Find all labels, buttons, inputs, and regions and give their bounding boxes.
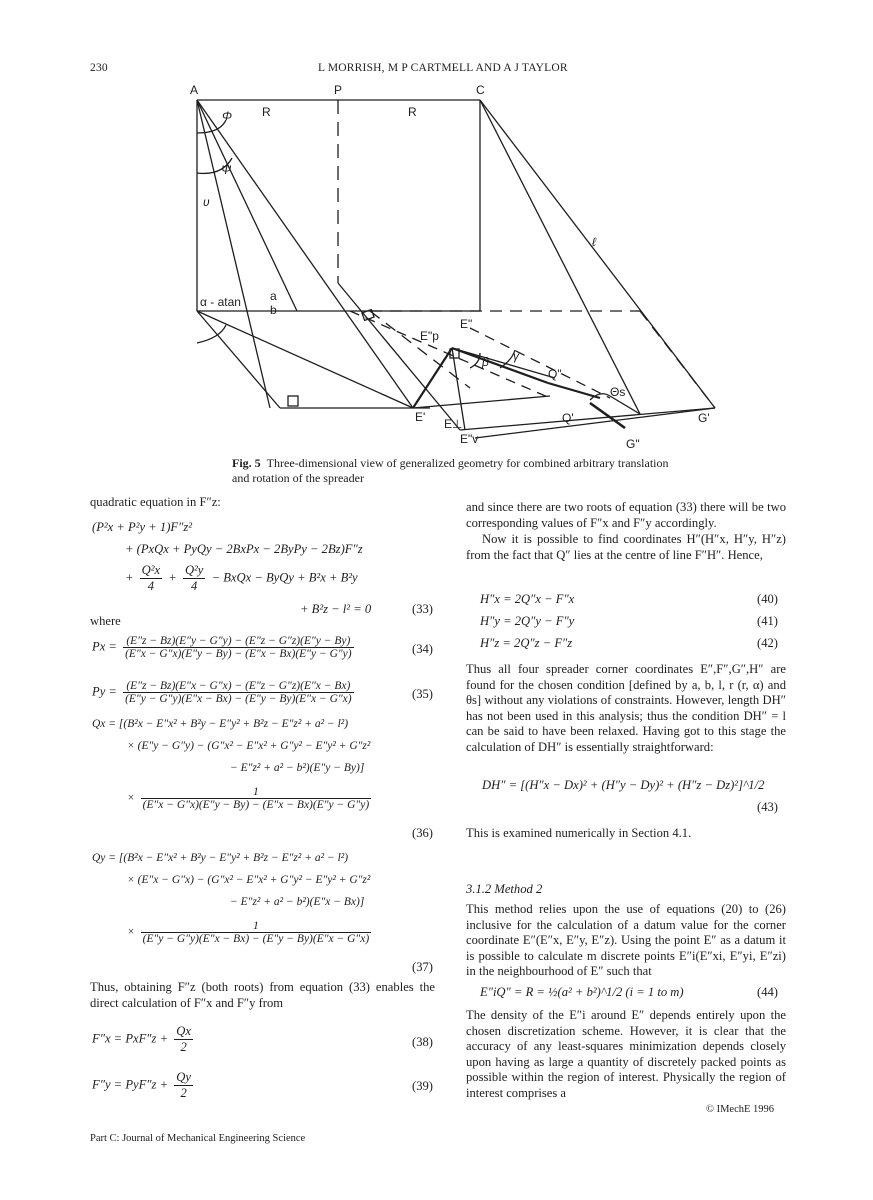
eq37-line2: × (E″x − G″x) − (G″x² − E″x² + G″y² − E″y² + G″z² (127, 874, 371, 886)
eq42: H″z = 2Q″z − F″z (480, 636, 573, 650)
footer-journal: Part C: Journal of Mechanical Engineering Science (90, 1133, 306, 1144)
para-thus: Thus, obtaining F″z (both roots) from equation (33) enables the direct calculation of F″x and F″y from (90, 980, 435, 1010)
right-para2: Now it is possible to find coordinates H″(H″x, H″y, H″z) from the fact that Q″ lies at the centre of line F″H″. Hence, (466, 532, 786, 562)
label-A: A (190, 83, 199, 97)
running-header: L MORRISH, M P CARTMELL AND A J TAYLOR (318, 62, 568, 74)
eq40-number: (40) (757, 592, 778, 606)
eq37-line4: × $\frac{1}{(E''y - G''y)(E''x - Bx) - (E''y - By)(E''x - G''x)}$ (127, 920, 370, 945)
section-heading: 3.1.2 Method 2 (466, 882, 543, 896)
eq40: H″x = 2Q″x − F″x (480, 592, 575, 606)
eq35-numerator: (E″z − Bz)(E″x − G″x) − (E″z − G″z)(E″x − Bx) (123, 680, 354, 693)
label-psi: Ψ (221, 163, 231, 177)
eq33-line1: (P²x + P²y + 1)F″z² (92, 520, 193, 534)
eq39 (92, 1070, 196, 1101)
right-para3: Thus all four spreader corner coordinates E″,F″,G″,H″ are found for the chosen condition [defined by a, b, l, r (r, α) and θs] without any violations of constraints. However, length DH″ has not been used in this analysis; thus the condition DH″ = l can be said to have been relaxed. Having got to this stage the calculation of DH″ is essentially straightforward: (466, 662, 786, 754)
figure-5-diagram (170, 78, 730, 453)
eq36-frac-den: (E″x − G″x)(E″y − By) − (E″x − Bx)(E″y − G″y) (142, 799, 370, 811)
eq39-lhs: F″y = PyF″z + (92, 1077, 169, 1092)
eq38-lhs: F″x = PxF″z + (92, 1031, 169, 1046)
label-Gprime: G' (698, 411, 710, 425)
eq33-line2: + (PxQx + PyQy − 2BxPx − 2ByPy − 2Bz)F″z (125, 542, 363, 556)
eq35 (92, 680, 357, 705)
eq37-frac-num: 1 (141, 920, 372, 933)
eq43: DH″ = [(H″x − Dx)² + (H″y − Dy)² + (H″z − Dz)²]^1/2 (482, 778, 765, 792)
eq36-line3: − E″z² + a² − b²)(E″y − By)] (230, 762, 365, 774)
eq35-denominator: (E″y − G″y)(E″x − Bx) − (E″y − By)(E″x − G″x) (125, 693, 352, 705)
eq34 (92, 635, 357, 660)
label-upsilon: υ (203, 195, 210, 209)
right-para6: The density of the E″i around E″ depends entirely upon the chosen discretization scheme. However, it is clear that the accuracy of any least-squares minimization depends closely upon having as large a quantity of discretely packed points as possible within the region of interest. Physically the region of interest comprises a (466, 1008, 786, 1100)
figure-caption (232, 456, 672, 486)
eq44-number: (44) (757, 985, 778, 999)
label-phi: Φ (222, 109, 233, 123)
eq33-number: (33) (412, 602, 433, 616)
label-P: P (334, 83, 343, 97)
eq35-lhs: Py = (92, 684, 117, 699)
eq37-number: (37) (412, 960, 433, 974)
eq41: H″y = 2Q″y − F″y (480, 614, 575, 628)
label-beta: β (482, 355, 489, 369)
left-intro: quadratic equation in F″z: (90, 495, 221, 509)
eq36-line1: Qx = [(B²x − E″x² + B²y − E″y² + B²z − E″z² + a² − l²) (92, 718, 349, 730)
caption-text: Three-dimensional view of generalized geometry for combined arbitrary translation and rotation of the spreader (232, 456, 669, 485)
eq42-number: (42) (757, 636, 778, 650)
eq33-line3: + $\frac{\text{Q²x}}{4}$ + $\frac{\text{Q²y}}{4}$ − BxQx − ByQy + B²x + B²y (125, 563, 358, 593)
eq38 (92, 1024, 196, 1055)
label-gamma: γ (513, 349, 519, 363)
footer-copyright: © IMechE 1996 (706, 1104, 775, 1115)
eq37-line1: Qy = [(B²x − E″x² + B²y − E″y² + B²z − E″z² + a² − l²) (92, 852, 349, 864)
label-Qprime: Q' (562, 411, 574, 425)
eq43-number: (43) (757, 800, 778, 814)
eq34-denominator: (E″x − G″x)(E″y − By) − (E″x − Bx)(E″y − G″y) (125, 648, 352, 660)
eq34-lhs: Px = (92, 639, 117, 654)
label-b: b (270, 303, 277, 317)
label-alpha-atan: α - atan (200, 295, 241, 309)
diag-A-E (197, 100, 413, 408)
eq36-line4: × $\frac{1}{(E''x - G''x)(E''y - By) - (E''x - Bx)(E''y - G''y)}$ (127, 786, 370, 811)
label-Q2: Q" (548, 367, 562, 381)
eq44: E″iQ″ = R = ½(a² + b²)^1/2 (i = 1 to m) (480, 985, 684, 999)
right-para5: This method relies upon the use of equations (20) to (26) inclusive for the calculation of a datum value for the corner coordinate E″(E″x, E″y, E″z). Using the point E″ as a datum it is possible to calculate m discrete points E″i(E″xi, E″yi, E″zi) in the neighbourhood of E″ such that (466, 902, 786, 979)
eq33-line3-rest: − BxQx − ByQy + B²x + B²y (211, 570, 358, 585)
lower-left-diag (197, 311, 413, 408)
eq39-frac-num: Qy (176, 1070, 191, 1084)
label-Eperp: E⊥ (444, 417, 463, 431)
label-E2: E" (460, 317, 473, 331)
eq36-line2: × (E″y − G″y) − (G″x² − E″x² + G″y² − E″y² + G″z² (127, 740, 371, 752)
eq33-frac-qx: Q²x (141, 563, 161, 577)
caption-label: Fig. 5 (232, 456, 261, 470)
label-C: C (476, 83, 485, 97)
eq39-frac-den: 2 (180, 1086, 187, 1100)
eq38-frac-den: 2 (180, 1040, 187, 1054)
eq34-number: (34) (412, 642, 433, 656)
eq36-number: (36) (412, 826, 433, 840)
eq34-numerator: (E″z − Bz)(E″y − G″y) − (E″z − G″z)(E″y − By) (123, 635, 354, 648)
eq38-frac-num: Qx (176, 1024, 191, 1038)
eq41-number: (41) (757, 614, 778, 628)
eq36-frac-num: 1 (141, 786, 372, 799)
label-a: a (270, 289, 277, 303)
label-ell: ℓ (592, 235, 596, 249)
label-Eprime: E' (415, 410, 426, 424)
label-R-right: R (408, 105, 417, 119)
eq38-number: (38) (412, 1035, 433, 1049)
label-Ep: E"p (420, 329, 439, 343)
eq37-line3: − E″z² + a² − b²)(E″x − Bx)] (230, 896, 365, 908)
label-G2: G" (626, 437, 640, 451)
label-Ev: E"v (460, 432, 479, 446)
eq33-line4: + B²z − l² = 0 (300, 602, 372, 616)
eq33-frac-qy: Q²y (184, 563, 204, 577)
eq39-number: (39) (412, 1079, 433, 1093)
page-number: 230 (90, 62, 108, 74)
right-para4: This is examined numerically in Section 4.1. (466, 826, 692, 840)
right-para1: and since there are two roots of equation (33) there will be two corresponding values of F″x and F″y accordingly. (466, 500, 786, 530)
eq35-number: (35) (412, 687, 433, 701)
label-R-left: R (262, 105, 271, 119)
eq37-frac-den: (E″y − G″y)(E″x − Bx) − (E″y − By)(E″x − G″x) (142, 933, 370, 945)
where-label: where (90, 614, 121, 628)
label-theta-s: Θs (610, 385, 626, 399)
